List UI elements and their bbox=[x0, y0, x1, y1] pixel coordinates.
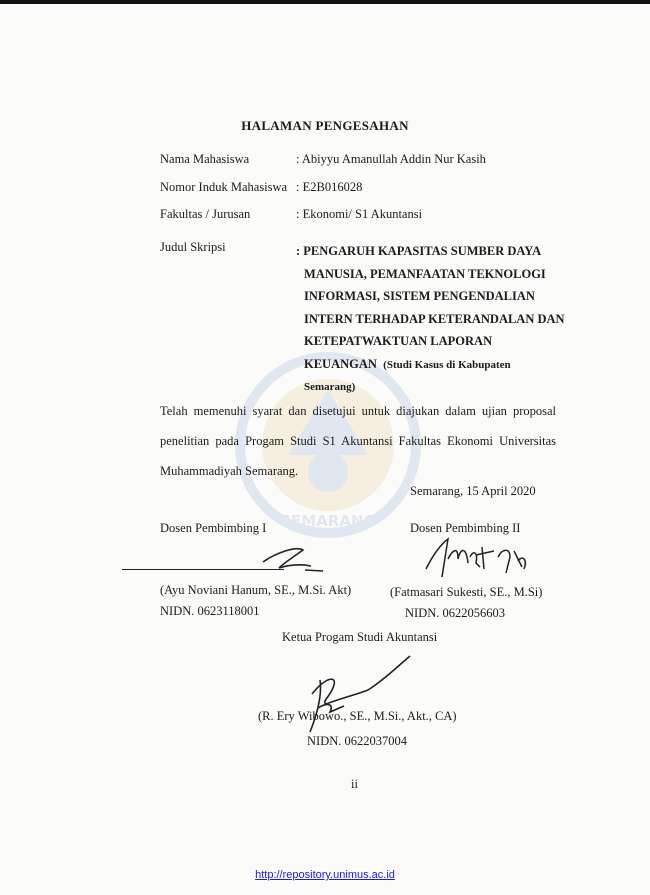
judul-line: : PENGARUH KAPASITAS SUMBER DAYA bbox=[296, 244, 542, 258]
judul-line: INTERN TERHADAP KETERANDALAN DAN bbox=[304, 311, 565, 326]
scan-top-edge bbox=[0, 0, 650, 4]
pembimbing2-signature bbox=[418, 533, 543, 588]
label-nama: Nama Mahasiswa bbox=[160, 152, 250, 166]
pembimbing2-name: (Fatmasari Sukesti, SE., M.Si) bbox=[390, 585, 543, 599]
place-date: Semarang, 15 April 2020 bbox=[410, 484, 536, 498]
value-nama: : Abiyyu Amanullah Addin Nur Kasih bbox=[296, 152, 486, 166]
pembimbing1-signature bbox=[255, 540, 335, 576]
pembimbing2-nidn: NIDN. 0622056603 bbox=[405, 606, 505, 620]
pembimbing1-title: Dosen Pembimbing I bbox=[160, 521, 267, 535]
judul-line: INFORMASI, SISTEM PENGENDALIAN bbox=[304, 289, 535, 303]
pembimbing2-title: Dosen Pembimbing II bbox=[410, 521, 521, 535]
label-fakultas: Fakultas / Jurusan bbox=[160, 207, 251, 221]
page-number: ii bbox=[351, 777, 358, 791]
judul-line: KETEPATWAKTUAN LAPORAN bbox=[304, 334, 493, 348]
label-nim: Nomor Induk Mahasiswa bbox=[160, 180, 288, 194]
judul-line bbox=[296, 353, 571, 377]
ketua-nidn: NIDN. 0622037004 bbox=[307, 734, 407, 748]
value-fakultas: : Ekonomi/ S1 Akuntansi bbox=[296, 207, 423, 221]
value-judul bbox=[296, 240, 571, 399]
ketua-name: (R. Ery Wibowo., SE., M.Si., Akt., CA) bbox=[258, 709, 457, 723]
repository-link[interactable]: http://repository.unimus.ac.id bbox=[255, 869, 395, 881]
ketua-title: Ketua Progam Studi Akuntansi bbox=[282, 630, 438, 644]
pembimbing1-nidn: NIDN. 0623118001 bbox=[160, 604, 260, 618]
page-title: HALAMAN PENGESAHAN bbox=[241, 118, 409, 133]
value-nim: : E2B016028 bbox=[296, 180, 363, 194]
svg-text:SEMARANG: SEMARANG bbox=[280, 512, 376, 530]
approval-paragraph: Telah memenuhi syarat dan disetujui untuk diajukan dalam ujian proposal penelitian pada Progam Studi S1 Akuntansi Fakultas Ekonomi Universitas Muhammadiyah Semarang. bbox=[160, 404, 556, 478]
judul-line-text: KEUANGAN bbox=[304, 356, 377, 371]
label-judul: Judul Skripsi bbox=[160, 240, 226, 254]
judul-line: MANUSIA, PEMANFAATAN TEKNOLOGI bbox=[304, 266, 546, 281]
ketua-signature bbox=[292, 650, 422, 740]
pembimbing1-name: (Ayu Noviani Hanum, SE., M.Si. Akt) bbox=[160, 583, 352, 597]
judul-line: Semarang) bbox=[304, 381, 356, 393]
judul-subtitle: (Studi Kasus di Kabupaten bbox=[383, 358, 511, 371]
